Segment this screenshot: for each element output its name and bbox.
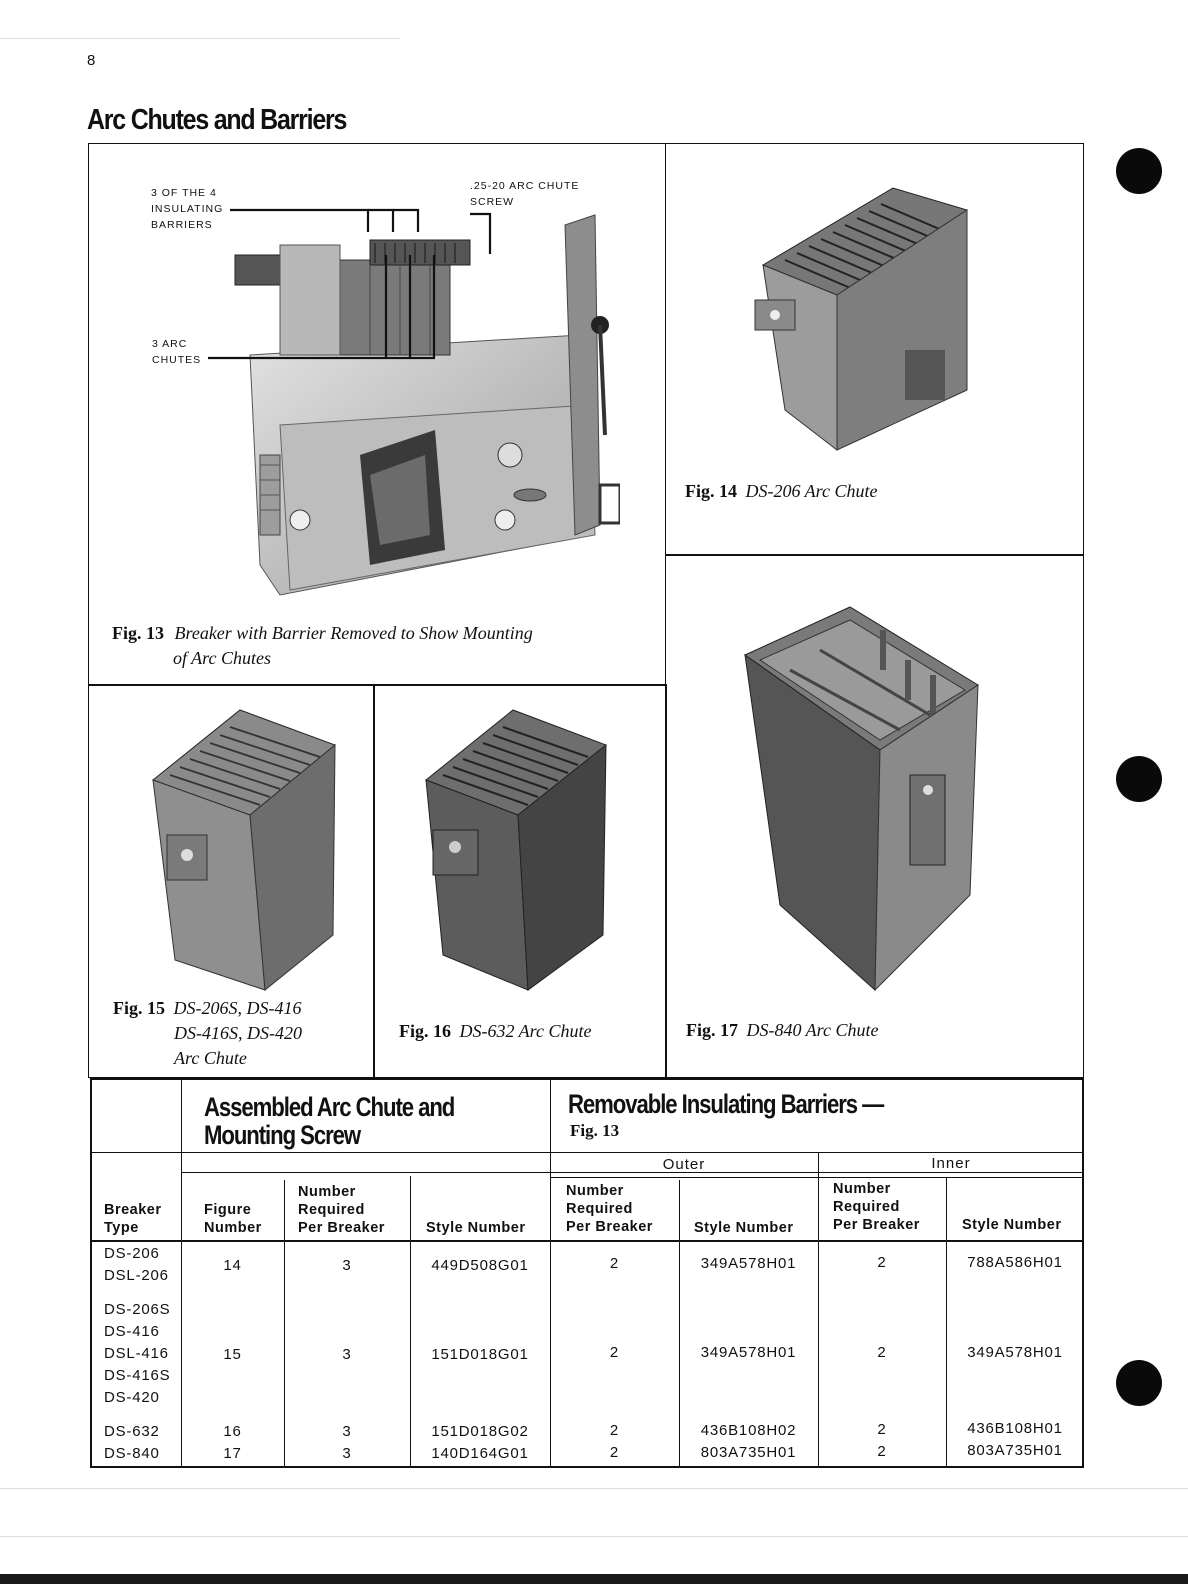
- breaker-type: DS-420: [104, 1389, 160, 1406]
- callout-screw: .25-20 ARC CHUTE SCREW: [470, 180, 580, 208]
- group-outer: Outer: [662, 1156, 706, 1173]
- figure-16-caption: Fig. 16 DS-632 Arc Chute: [399, 1021, 592, 1041]
- group-inner: Inner: [931, 1155, 971, 1172]
- header-number-required: Number Required Per Breaker: [298, 1184, 385, 1236]
- header-style-number: Style Number: [426, 1220, 526, 1236]
- page-number: 8: [87, 52, 96, 69]
- inner-number-required: 2: [877, 1443, 887, 1460]
- inner-style-number: 436B108H01: [967, 1420, 1063, 1437]
- punch-hole-middle: [1116, 756, 1162, 802]
- outer-number-required: 2: [609, 1255, 620, 1272]
- breaker-type: DSL-206: [104, 1267, 169, 1284]
- callout-barriers: 3 OF THE 4 INSULATING BARRIERS: [151, 187, 224, 231]
- outer-number-required: 2: [609, 1422, 620, 1439]
- header-inner-number-required: Number Required Per Breaker: [833, 1181, 920, 1233]
- style-number: 449D508G01: [431, 1257, 529, 1274]
- number-required: 3: [342, 1346, 352, 1363]
- section-barriers-heading: Removable Insulating Barriers —: [568, 1089, 884, 1119]
- figure-number: 14: [223, 1257, 242, 1274]
- outer-number-required: 2: [609, 1444, 620, 1461]
- breaker-type: DS-416S: [104, 1367, 171, 1384]
- inner-number-required: 2: [877, 1421, 887, 1438]
- figure-17-caption: Fig. 17 DS-840 Arc Chute: [686, 1020, 879, 1040]
- figure-15-arc-chute-photo: [145, 705, 345, 995]
- figure-number: 15: [223, 1346, 242, 1363]
- number-required: 3: [342, 1423, 352, 1440]
- figure-14-caption: Fig. 14 DS-206 Arc Chute: [685, 481, 878, 501]
- inner-style-number: 803A735H01: [967, 1442, 1063, 1459]
- header-outer-number-required: Number Required Per Breaker: [566, 1183, 653, 1235]
- callout-chutes: 3 ARC CHUTES: [152, 338, 202, 366]
- figure-number: 16: [223, 1423, 242, 1440]
- breaker-type: DS-632: [104, 1423, 160, 1440]
- figure-13-caption: Fig. 13 Breaker with Barrier Removed to Show Mounting of Arc Chutes: [112, 623, 533, 668]
- outer-style-number: 803A735H01: [700, 1444, 797, 1461]
- figure-15-caption: Fig. 15 DS-206S, DS-416 DS-416S, DS-420 Arc Chute: [113, 998, 302, 1068]
- figure-number: 17: [223, 1445, 242, 1462]
- outer-style-number: 349A578H01: [700, 1255, 797, 1272]
- style-number: 151D018G01: [431, 1346, 529, 1363]
- figure-14-arc-chute-photo: [745, 180, 980, 455]
- section-barriers-figure-ref: Fig. 13: [570, 1121, 620, 1140]
- inner-number-required: 2: [877, 1344, 887, 1361]
- figure-17-arc-chute-photo: [740, 605, 985, 995]
- figure-16-arc-chute-photo: [418, 705, 618, 995]
- outer-style-number: 436B108H02: [700, 1422, 797, 1439]
- number-required: 3: [342, 1257, 352, 1274]
- style-number: 151D018G02: [431, 1423, 529, 1440]
- inner-style-number: 349A578H01: [967, 1344, 1063, 1361]
- number-required: 3: [342, 1445, 352, 1462]
- breaker-type: DS-416: [104, 1323, 160, 1340]
- inner-style-number: 788A586H01: [967, 1254, 1063, 1271]
- style-number: 140D164G01: [431, 1445, 529, 1462]
- breaker-type: DSL-416: [104, 1345, 169, 1362]
- inner-number-required: 2: [877, 1254, 887, 1271]
- outer-number-required: 2: [609, 1344, 620, 1361]
- callout-leader-lines: [0, 0, 700, 400]
- page-title: Arc Chutes and Barriers: [87, 104, 347, 136]
- header-figure-number: Figure Number: [204, 1202, 262, 1236]
- header-inner-style-number: Style Number: [962, 1217, 1062, 1233]
- breaker-type: DS-206: [104, 1245, 160, 1262]
- header-breaker-type: Breaker Type: [104, 1202, 162, 1236]
- section-assembled-heading: Assembled Arc Chute and Mounting Screw: [204, 1092, 455, 1150]
- header-outer-style-number: Style Number: [694, 1220, 794, 1236]
- punch-hole-top: [1116, 148, 1162, 194]
- punch-hole-bottom: [1116, 1360, 1162, 1406]
- breaker-type: DS-840: [104, 1445, 160, 1462]
- breaker-type: DS-206S: [104, 1301, 171, 1318]
- outer-style-number: 349A578H01: [700, 1344, 797, 1361]
